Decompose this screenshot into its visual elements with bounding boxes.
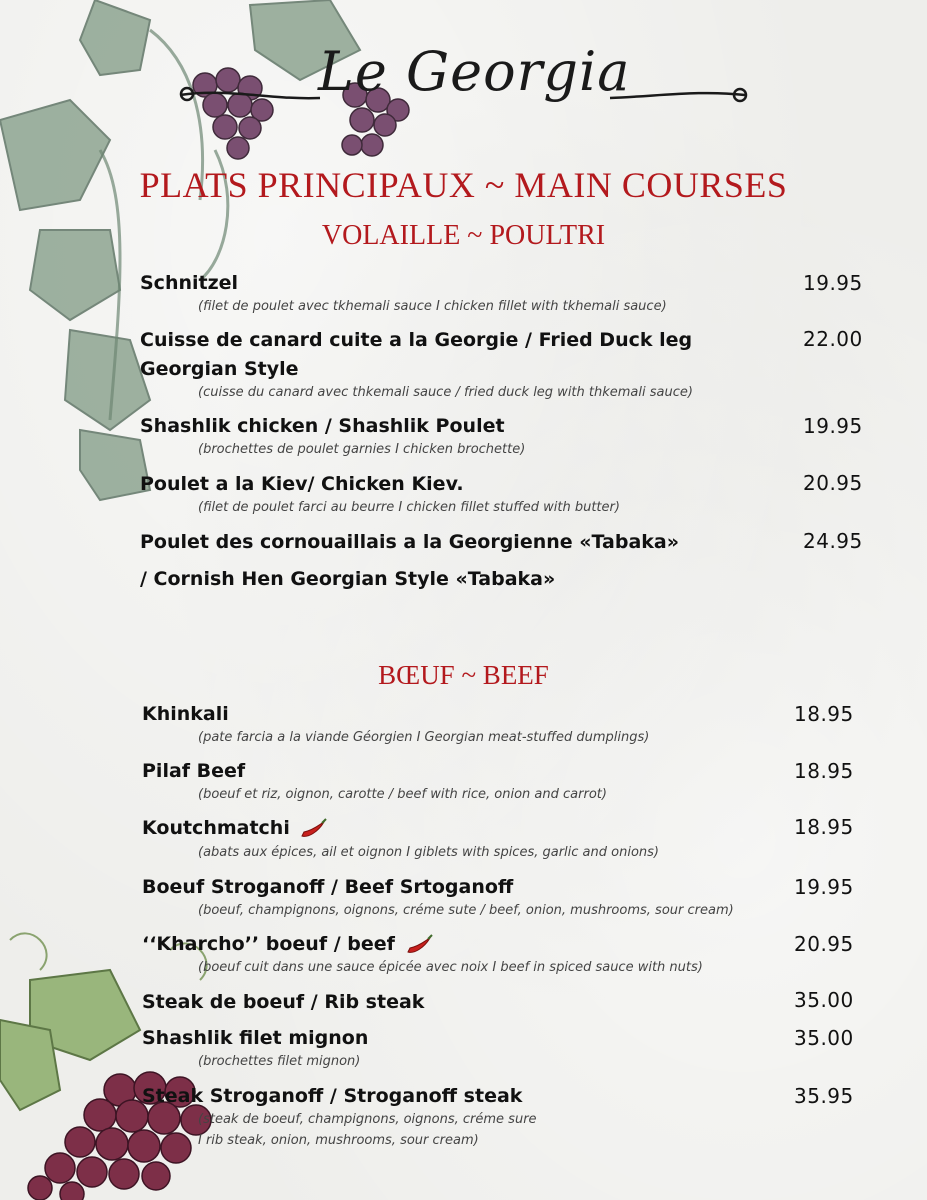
item-name: Shashlik filet mignon <box>142 1027 369 1049</box>
item-description: (filet de poulet avec tkhemali sauce I chicken fillet with tkhemali sauce) <box>198 299 667 314</box>
item-price: 20.95 <box>794 932 854 956</box>
restaurant-logo: Le Georgia <box>318 40 631 103</box>
item-name: Poulet a la Kiev/ Chicken Kiev. <box>140 473 464 495</box>
chili-pepper-icon <box>298 818 328 840</box>
item-price: 18.95 <box>794 759 854 783</box>
item-price: 22.00 <box>803 327 863 351</box>
item-price: 19.95 <box>794 875 854 899</box>
item-description: (steak de boeuf, champignons, oignons, créme sure <box>198 1112 537 1127</box>
item-name-row <box>142 814 328 842</box>
item-description: (cuisse du canard avec thkemali sauce / fried duck leg with thkemali sauce) <box>198 385 693 400</box>
item-name: Steak Stroganoff / Stroganoff steak <box>142 1085 523 1107</box>
item-name: Poulet des cornouaillais a la Georgienne «Tabaka» <box>140 531 680 553</box>
item-description-continued: I rib steak, onion, mushrooms, sour cream) <box>198 1133 479 1148</box>
item-price: 18.95 <box>794 702 854 726</box>
item-price: 35.95 <box>794 1084 854 1108</box>
item-description: (pate farcia a la viande Géorgien I Georgian meat-stuffed dumplings) <box>198 730 650 745</box>
item-name: Shashlik chicken / Shashlik Poulet <box>140 415 505 437</box>
item-price: 19.95 <box>803 271 863 295</box>
item-description: (boeuf cuit dans une sauce épicée avec noix I beef in spiced sauce with nuts) <box>198 960 703 975</box>
item-description: (boeuf et riz, oignon, carotte / beef with rice, onion and carrot) <box>198 787 607 802</box>
item-price: 18.95 <box>794 815 854 839</box>
item-name: Khinkali <box>142 703 229 725</box>
item-description: (filet de poulet farci au beurre I chicken fillet stuffed with butter) <box>198 500 620 515</box>
item-price: 19.95 <box>803 414 863 438</box>
item-name: ‘‘Kharcho’’ boeuf / beef <box>142 933 395 955</box>
item-name: Cuisse de canard cuite a la Georgie / Fried Duck leg <box>140 329 693 351</box>
item-name-row <box>142 930 434 958</box>
item-price: 35.00 <box>794 1026 854 1050</box>
item-name-continued: Georgian Style <box>140 358 299 380</box>
item-name: Schnitzel <box>140 272 239 294</box>
item-price: 35.00 <box>794 988 854 1012</box>
item-price: 20.95 <box>803 471 863 495</box>
page-title: PLATS PRINCIPAUX ~ MAIN COURSES <box>139 165 788 205</box>
item-name: Boeuf Stroganoff / Beef Srtoganoff <box>142 876 514 898</box>
item-name: Steak de boeuf / Rib steak <box>142 991 425 1013</box>
item-description: (brochettes de poulet garnies I chicken brochette) <box>198 442 526 457</box>
item-name: Pilaf Beef <box>142 760 246 782</box>
item-description: (boeuf, champignons, oignons, créme sute / beef, onion, mushrooms, sour cream) <box>198 903 734 918</box>
item-description: (abats aux épices, ail et oignon I giblets with spices, garlic and onions) <box>198 845 659 860</box>
section-title-beef: BŒUF ~ BEEF <box>378 660 549 690</box>
item-name-continued: / Cornish Hen Georgian Style «Tabaka» <box>140 568 556 590</box>
item-price: 24.95 <box>803 529 863 553</box>
item-description: (brochettes filet mignon) <box>198 1054 361 1069</box>
section-title-poultry: VOLAILLE ~ POULTRI <box>321 220 606 251</box>
chili-pepper-icon <box>404 934 434 956</box>
item-name: Koutchmatchi <box>142 817 290 839</box>
